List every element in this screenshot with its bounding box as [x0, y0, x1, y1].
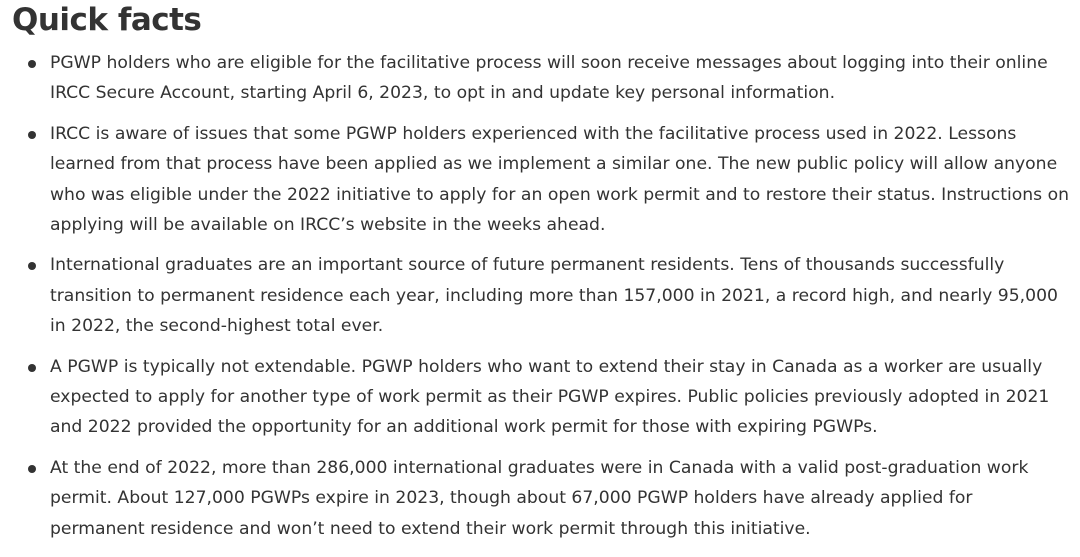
fact-text: IRCC is aware of issues that some PGWP holders experienced with the facilitative process used in 2022. Lessons learned from that process have been applied as we implement a similar one. The new public policy will allow anyone who was eligible under the 2022 initiative to apply for an open work permit and to restore their status. Instructions on applying will be available on IRCC’s website in the weeks ahead. — [50, 123, 1069, 236]
fact-text: PGWP holders who are eligible for the facilitative process will soon receive messages about logging into their online IRCC Secure Account, starting April 6, 2023, to opt in and update key personal information. — [50, 53, 1048, 104]
fact-text: International graduates are an important source of future permanent residents. Tens of thousands successfully transition to permanent residence each year, including more than 157,000 in 2021, a record high, and nearly 95,000 in 2022, the second-highest total ever. — [50, 255, 1058, 337]
page-heading: Quick facts — [12, 2, 202, 38]
bullet-icon — [28, 60, 36, 68]
list-item — [0, 453, 1072, 544]
list-item — [0, 119, 1072, 241]
list-item — [0, 352, 1072, 443]
fact-text: A PGWP is typically not extendable. PGWP holders who want to extend their stay in Canada as a worker are usually expected to apply for another type of work permit as their PGWP expires. Public policies previously adopted in 2021 and 2022 provided the opportunity for an additional work permit for those with expiring PGWPs. — [50, 356, 1050, 438]
bullet-icon — [28, 364, 36, 372]
bullet-icon — [28, 131, 36, 139]
list-item — [0, 250, 1072, 341]
bullet-icon — [28, 262, 36, 270]
bullet-icon — [28, 465, 36, 473]
fact-text: At the end of 2022, more than 286,000 international graduates were in Canada with a valid post-graduation work permit. About 127,000 PGWPs expire in 2023, though about 67,000 PGWP holders have already applied for permanent residence and won’t need to extend their work permit through this initiative. — [50, 457, 1029, 539]
list-item — [0, 48, 1072, 109]
quick-facts-list — [0, 48, 1072, 554]
